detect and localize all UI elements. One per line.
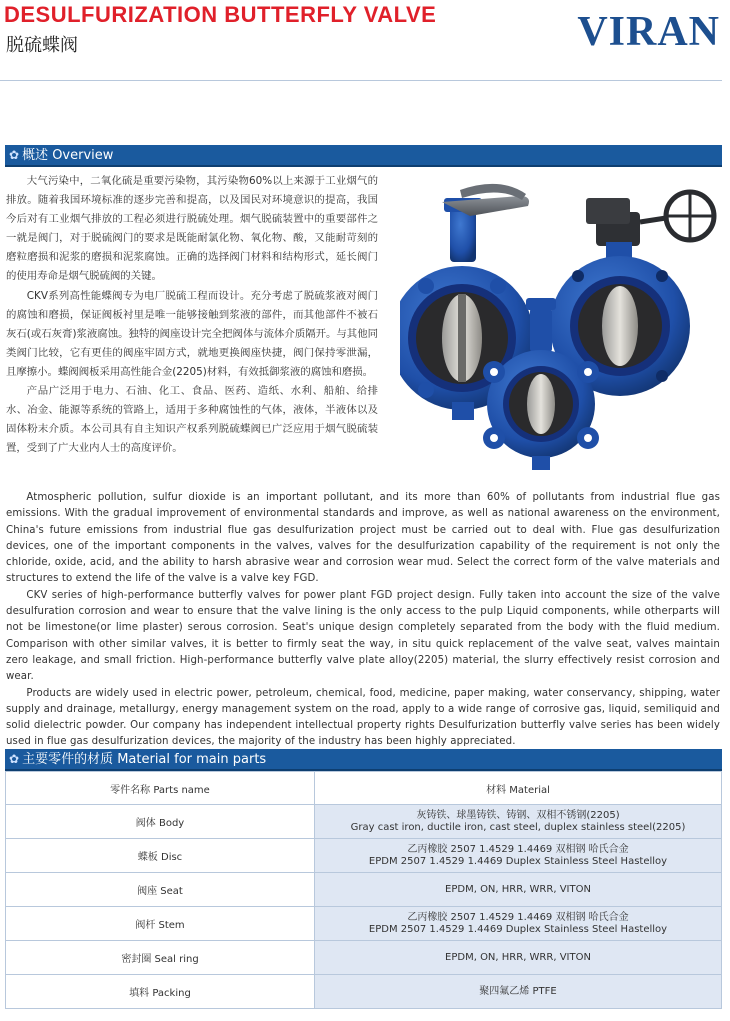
zh-paragraph: 产品广泛用于电力、石油、化工、食品、医药、造纸、水利、船舶、给排水、冶金、能源等系统的管路上，适用于多种腐蚀性的气体，液体，半液体以及固体粉末介质。本公司具有自主知识产权系列脱硫蝶阀已广泛应用于烟气脱硫装置，受到了广大业内人士的高度评价。 bbox=[6, 385, 378, 455]
part-material bbox=[315, 873, 722, 907]
material-line: 乙丙橡胶 2507 1.4529 1.4469 双相钢 哈氏合金 bbox=[407, 843, 629, 855]
page-title-en: DESULFURIZATION BUTTERFLY VALVE bbox=[4, 2, 437, 27]
en-paragraph: Products are widely used in electric power, petroleum, chemical, food, medicine, paper making, water conservancy, shipping, water supply and drainage, metallurgy, energy management system on the road, apply to a wide range of corrosive gas, liquid, semiliquid and solid dielectric powder. Our company has independent intellectual property rights Desulfurization butterfly valve series has been widely used in flue gas desulfurization devices, the majority of the industry has been highly appreciated. bbox=[6, 687, 720, 748]
material-line: EPDM 2507 1.4529 1.4469 Duplex Stainless Steel Hastelloy bbox=[368, 923, 668, 935]
parts-material-table bbox=[5, 771, 722, 1009]
part-name: 蝶板 Disc bbox=[6, 839, 315, 873]
part-material bbox=[315, 941, 722, 975]
butterfly-valve-product-image bbox=[400, 176, 722, 478]
material-line: EPDM, ON, HRR, WRR, VITON bbox=[445, 951, 591, 963]
header-divider bbox=[0, 80, 722, 81]
zh-paragraph: CKV系列高性能蝶阀专为电厂脱硫工程而设计。充分考虑了脱硫浆液对阀门的腐蚀和磨损，保证阀板衬里是唯一能够接触到浆液的部件，而其他部件不被石灰石(或石灰膏)浆液腐蚀。独特的阀座设计完全把阀体与流体介质隔开。与其他同类阀门比较，它有更佳的阀座牢固方式，就地更换阀座快捷，阀门保持零泄漏，且摩擦小。蝶阀阀板采用高性能合金(2205)材料，有效抵御浆液的腐蚀和磨损。 bbox=[6, 289, 378, 378]
header-material: 材料 Material bbox=[315, 772, 722, 805]
part-material bbox=[315, 805, 722, 839]
table-row bbox=[6, 975, 722, 1009]
part-name: 密封圈 Seal ring bbox=[6, 941, 315, 975]
zh-paragraph: 大气污染中，二氧化硫是重要污染物，其污染物60%以上来源于工业烟气的排放。随着我国环境标准的逐步完善和提高，以及国民对环境意识的提高，我国今后对有工业烟气排放的工程必须进行脱硫处理。烟气脱硫装置中的重要部件之一就是阀门，对于脱硫阀门的要求是既能耐氯化物、氧化物、酸，又能耐苛刻的磨粒磨损和泥浆的磨损和泥浆腐蚀。正确的选择阀门材料和结构形式，延长阀门的使用寿命是烟气脱硫阀的关键。 bbox=[6, 175, 378, 283]
table-row bbox=[6, 873, 722, 907]
gear-icon: ✿ bbox=[9, 752, 20, 766]
material-line: 聚四氟乙烯 PTFE bbox=[479, 985, 557, 997]
brand-logo: VIRAN bbox=[577, 9, 720, 55]
part-material bbox=[315, 907, 722, 941]
overview-heading: 概述 Overview bbox=[22, 148, 114, 163]
header-parts-name: 零件名称 Parts name bbox=[6, 772, 315, 805]
table-row bbox=[6, 839, 722, 873]
en-paragraph: CKV series of high-performance butterfly valves for power plant FGD project design. Fully taken into account the size of the valve desulfuration corrosion and wear to ensure that the valve lining is the only access to the pulp Liquid components, while otherparts will not be limestone(or lime plaster) serous corrosion. Seat's unique design completely separated from the body with the fluid medium. Comparison with other similar valves, it is better to firmly seat the way, in situ quick replacement of the valve seat, valves maintain zero leakage, and small friction. High-performance butterfly valve plate alloy(2205) material, the slurry effectively resist corrosion and wear. bbox=[6, 589, 720, 683]
overview-zh-text bbox=[6, 172, 378, 458]
material-line: 灰铸铁、球墨铸铁、铸钢、双相不锈钢(2205) bbox=[416, 809, 620, 821]
parts-section-header bbox=[5, 749, 722, 771]
table-row bbox=[6, 805, 722, 839]
part-name: 阀体 Body bbox=[6, 805, 315, 839]
en-paragraph: Atmospheric pollution, sulfur dioxide is an important pollutant, and its more than 60% of pollutants from industrial flue gas emissions. With the gradual improvement of environmental standards and improve, as well as national awareness on the environment, China's future emissions from industrial flue gas desulfurization project must be carried out to deal with. Flue gas desulfurization devices, one of the important components in the valves, valves for the desulfurization capability of the requirement is not only the chloride, oxide, acid, and the ability to harsh abrasive wear and corrosion wear mud. Select the correct form of the valve materials and structures to extend the life of the valve is a valve key FGD. bbox=[6, 492, 720, 585]
page-title-zh: 脱硫蝶阀 bbox=[6, 35, 78, 56]
part-material bbox=[315, 975, 722, 1009]
table-row bbox=[6, 941, 722, 975]
part-name: 阀座 Seat bbox=[6, 873, 315, 907]
material-line: EPDM 2507 1.4529 1.4469 Duplex Stainless Steel Hastelloy bbox=[368, 855, 668, 867]
material-line: EPDM, ON, HRR, WRR, VITON bbox=[445, 883, 591, 895]
part-name: 阀杆 Stem bbox=[6, 907, 315, 941]
overview-en-text bbox=[6, 490, 720, 751]
part-name: 填料 Packing bbox=[6, 975, 315, 1009]
table-row bbox=[6, 907, 722, 941]
material-line: 乙丙橡胶 2507 1.4529 1.4469 双相钢 哈氏合金 bbox=[407, 911, 629, 923]
overview-section-header bbox=[5, 145, 722, 167]
material-line: Gray cast iron, ductile iron, cast steel, duplex stainless steel(2205) bbox=[350, 821, 686, 833]
parts-heading: 主要零件的材质 Material for main parts bbox=[22, 752, 267, 767]
part-material bbox=[315, 839, 722, 873]
gear-icon: ✿ bbox=[9, 148, 20, 162]
table-header-row bbox=[6, 772, 722, 805]
